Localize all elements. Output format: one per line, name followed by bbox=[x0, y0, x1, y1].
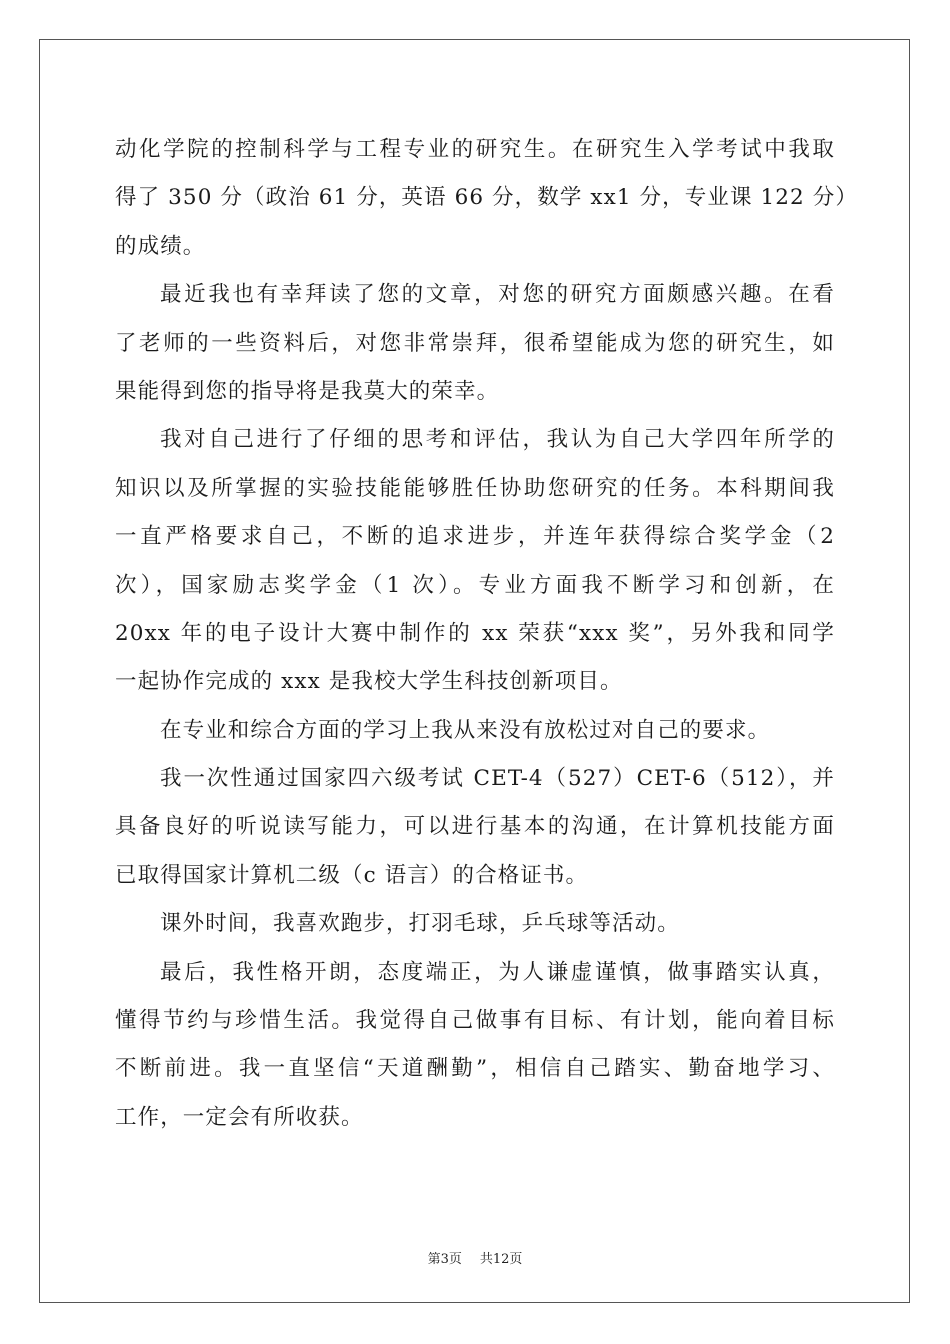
text-line: 一直严格要求自己，不断的追求进步，并连年获得综合奖学金（2 bbox=[115, 524, 835, 550]
text-line: 不断前进。我一直坚信“天道酬勤”，相信自己踏实、勤奋地学习、 bbox=[115, 1056, 835, 1082]
page-total: 共12页 bbox=[479, 1252, 523, 1267]
text-line: 了老师的一些资料后，对您非常崇拜，很希望能成为您的研究生，如 bbox=[115, 330, 835, 356]
text-line: 具备良好的听说读写能力，可以进行基本的沟通，在计算机技能方面 bbox=[115, 814, 835, 840]
text-line: 的成绩。 bbox=[115, 233, 206, 259]
text-line: 得了 350 分（政治 61 分，英语 66 分，数学 xx1 分，专业课 122 分） bbox=[115, 185, 858, 211]
page-number: 第3页 bbox=[427, 1252, 462, 1267]
text-line: 工作，一定会有所收获。 bbox=[115, 1104, 364, 1130]
text-line: 果能得到您的指导将是我莫大的荣幸。 bbox=[115, 378, 500, 404]
text-line: 知识以及所掌握的实验技能能够胜任协助您研究的任务。本科期间我 bbox=[115, 475, 835, 501]
text-line: 已取得国家计算机二级（c 语言）的合格证书。 bbox=[115, 862, 589, 888]
paragraph-first-line: 在专业和综合方面的学习上我从来没有放松过对自己的要求。 bbox=[160, 717, 771, 743]
paragraph-first-line: 课外时间，我喜欢跑步，打羽毛球，乒乓球等活动。 bbox=[160, 911, 680, 937]
paragraph-first-line: 最近我也有幸拜读了您的文章，对您的研究方面颇感兴趣。在看 bbox=[160, 282, 835, 308]
page-footer bbox=[0, 1248, 950, 1267]
text-line: 20xx 年的电子设计大赛中制作的 xx 荣获“xxx 奖”，另外我和同学 bbox=[115, 620, 835, 646]
paragraph-first-line: 最后，我性格开朗，态度端正，为人谦虚谨慎，做事踏实认真， bbox=[160, 959, 835, 985]
text-line: 懂得节约与珍惜生活。我觉得自己做事有目标、有计划，能向着目标 bbox=[115, 1008, 835, 1034]
text-line: 动化学院的控制科学与工程专业的研究生。在研究生入学考试中我取 bbox=[115, 137, 835, 162]
paragraph-first-line: 我一次性通过国家四六级考试 CET-4（527）CET-6（512），并 bbox=[160, 766, 835, 792]
text-line: 一起协作完成的 xxx 是我校大学生科技创新项目。 bbox=[115, 669, 623, 695]
paragraph-first-line: 我对自己进行了仔细的思考和评估，我认为自己大学四年所学的 bbox=[160, 427, 835, 453]
text-line: 次），国家励志奖学金（1 次）。专业方面我不断学习和创新，在 bbox=[115, 572, 835, 598]
document-body bbox=[115, 126, 858, 1142]
